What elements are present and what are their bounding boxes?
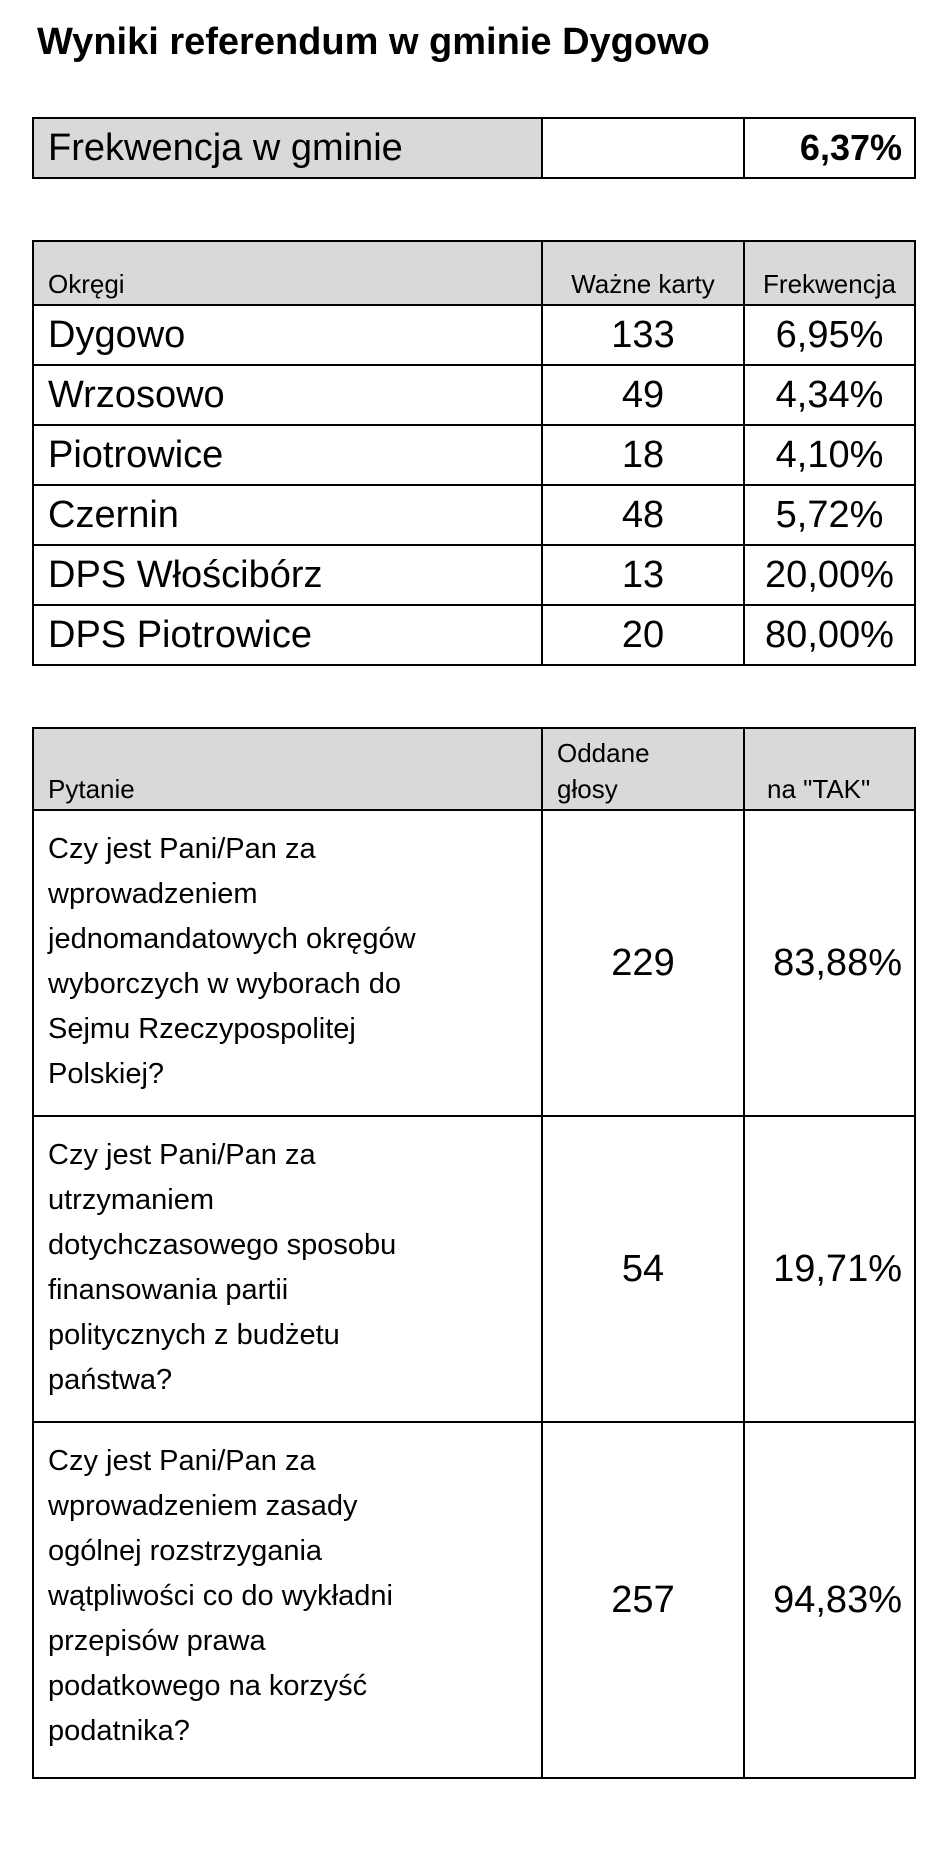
table-row: [33, 810, 915, 1116]
districts-table: [32, 240, 916, 666]
table-header-row: [33, 241, 915, 305]
questions-table: [32, 727, 916, 1779]
column-header-districts: Okręgi: [33, 241, 542, 305]
table-row: [33, 305, 915, 365]
question-line: dotychczasowego sposobu: [48, 1229, 397, 1261]
question-line: podatkowego na korzyść: [48, 1670, 368, 1702]
district-valid-ballots: 13: [542, 545, 744, 605]
question-line: finansowania partii: [48, 1274, 289, 1306]
district-name: Wrzosowo: [33, 365, 542, 425]
votes-cast: 229: [542, 810, 744, 1116]
district-name: DPS Włościbórz: [33, 545, 542, 605]
question-line: wątpliwości co do wykładni: [48, 1580, 393, 1612]
yes-share: 94,83%: [744, 1422, 915, 1778]
question-line: Polskiej?: [48, 1058, 165, 1090]
question-line: Sejmu Rzeczypospolitej: [48, 1013, 356, 1045]
table-row: [33, 365, 915, 425]
table-row: [33, 1422, 915, 1778]
question-line: politycznych z budżetu: [48, 1319, 340, 1351]
table-row: [33, 1116, 915, 1422]
question-line: jednomandatowych okręgów: [48, 923, 416, 955]
header-line: głosy: [557, 774, 618, 804]
district-valid-ballots: 49: [542, 365, 744, 425]
question-line: państwa?: [48, 1364, 173, 1396]
district-turnout: 20,00%: [744, 545, 915, 605]
votes-cast: 257: [542, 1422, 744, 1778]
header-line: Oddane: [557, 738, 650, 768]
question-text: [33, 1422, 542, 1778]
table-row: [33, 118, 915, 178]
district-turnout: 80,00%: [744, 605, 915, 665]
district-valid-ballots: 48: [542, 485, 744, 545]
turnout-value: 6,37%: [744, 118, 915, 178]
question-line: ogólnej rozstrzygania: [48, 1535, 323, 1567]
district-name: Dygowo: [33, 305, 542, 365]
table-row: [33, 545, 915, 605]
district-name: DPS Piotrowice: [33, 605, 542, 665]
column-header-turnout: Frekwencja: [744, 241, 915, 305]
district-turnout: 6,95%: [744, 305, 915, 365]
district-turnout: 4,10%: [744, 425, 915, 485]
table-row: [33, 425, 915, 485]
column-header-question: Pytanie: [33, 728, 542, 810]
table-header-row: [33, 728, 915, 810]
municipality-turnout-table: [32, 117, 916, 179]
empty-cell: [542, 118, 744, 178]
district-turnout: 4,34%: [744, 365, 915, 425]
question-line: wyborczych w wyborach do: [48, 968, 401, 1000]
question-line: Czy jest Pani/Pan za: [48, 833, 316, 865]
table-row: [33, 485, 915, 545]
question-line: przepisów prawa: [48, 1625, 266, 1657]
column-header-yes-share: na "TAK": [744, 728, 915, 810]
yes-share: 19,71%: [744, 1116, 915, 1422]
question-text: [33, 1116, 542, 1422]
district-valid-ballots: 20: [542, 605, 744, 665]
question-line: podatnika?: [48, 1715, 190, 1747]
question-line: wprowadzeniem zasady: [48, 1490, 358, 1522]
question-line: Czy jest Pani/Pan za: [48, 1139, 316, 1171]
district-turnout: 5,72%: [744, 485, 915, 545]
yes-share: 83,88%: [744, 810, 915, 1116]
page-title: Wyniki referendum w gminie Dygowo: [37, 21, 710, 63]
votes-cast: 54: [542, 1116, 744, 1422]
question-line: Czy jest Pani/Pan za: [48, 1445, 316, 1477]
district-name: Piotrowice: [33, 425, 542, 485]
question-text: [33, 810, 542, 1116]
district-valid-ballots: 18: [542, 425, 744, 485]
district-valid-ballots: 133: [542, 305, 744, 365]
column-header-votes-cast: [542, 728, 744, 810]
question-line: wprowadzeniem: [48, 878, 258, 910]
table-row: [33, 605, 915, 665]
column-header-valid-ballots: Ważne karty: [542, 241, 744, 305]
turnout-label: Frekwencja w gminie: [33, 118, 542, 178]
question-line: utrzymaniem: [48, 1184, 214, 1216]
district-name: Czernin: [33, 485, 542, 545]
